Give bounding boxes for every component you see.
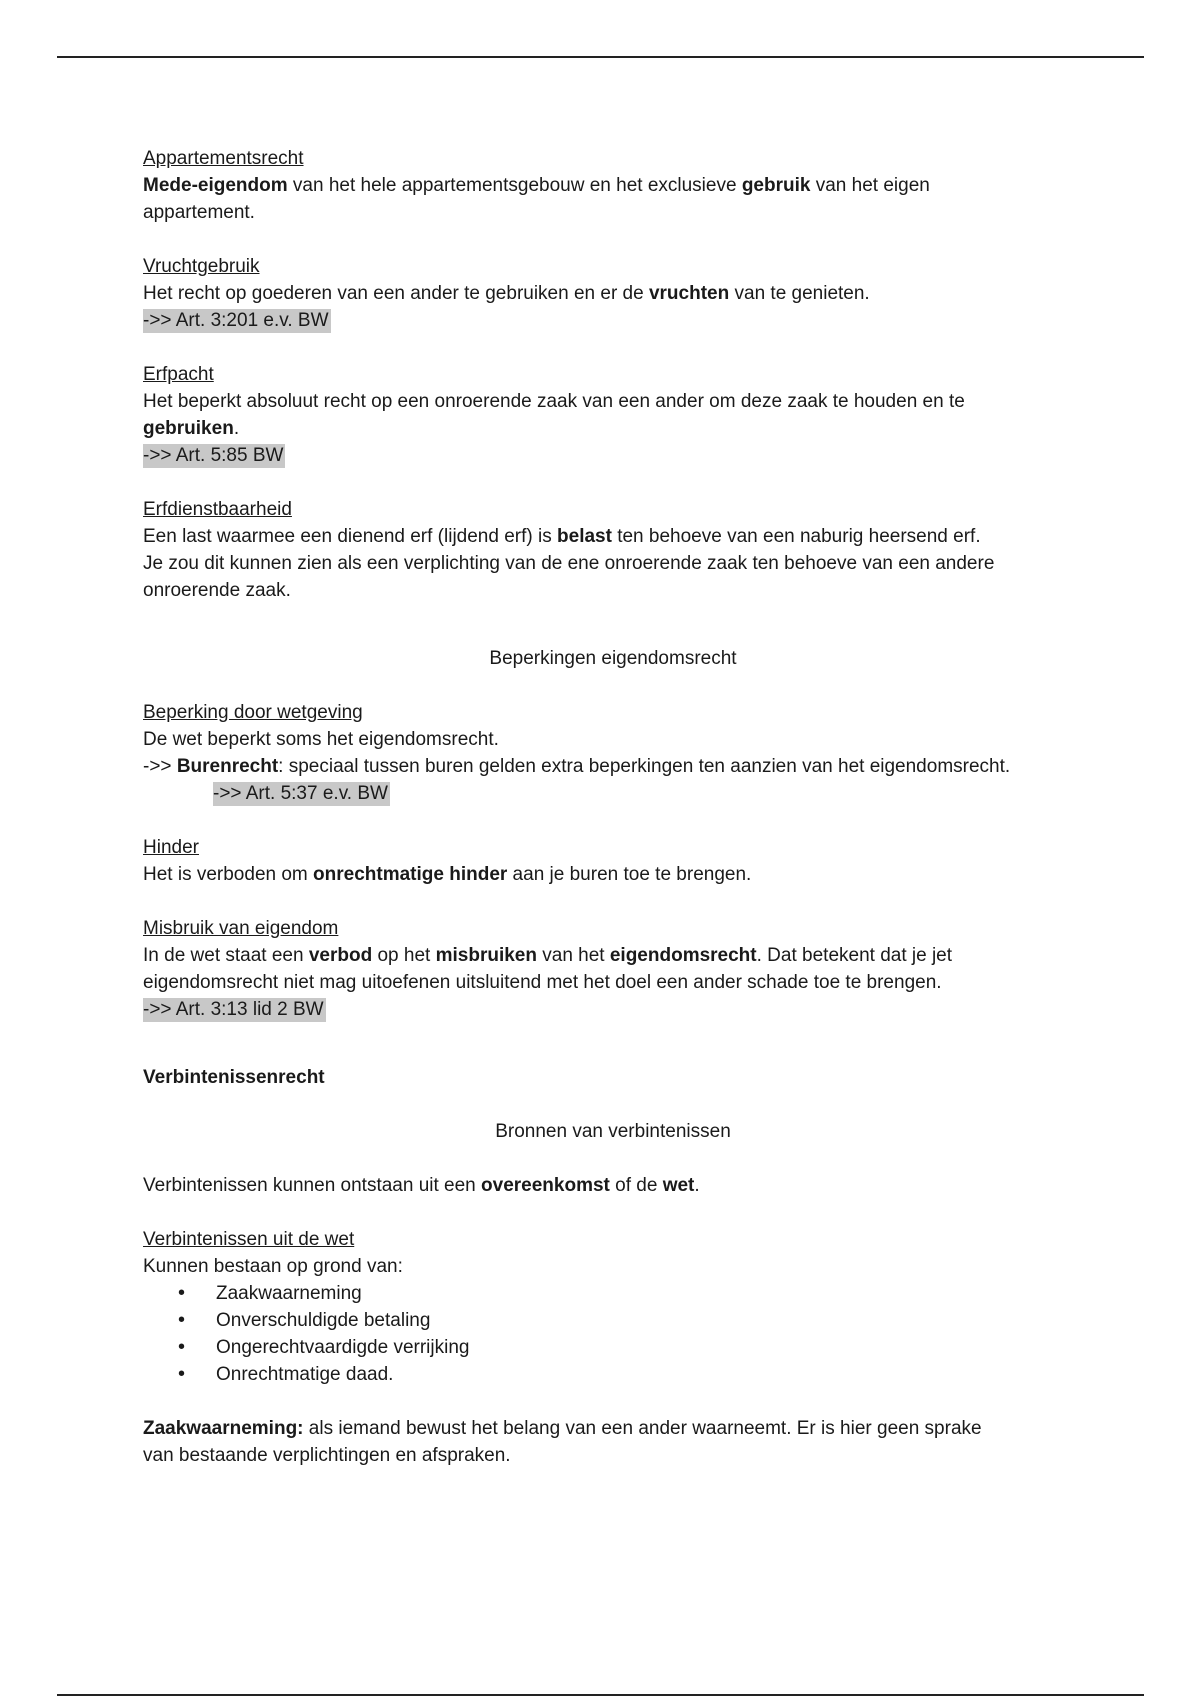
list-item: • Onrechtmatige daad. <box>143 1361 1083 1388</box>
paragraph-erfdienstbaarheid <box>143 523 1083 604</box>
heading-vruchtgebruik: Vruchtgebruik <box>143 256 260 277</box>
text: . <box>694 1175 700 1196</box>
paragraph-vruchtgebruik <box>143 280 1083 307</box>
bold-text: verbod <box>308 945 373 966</box>
paragraph-appartementsrecht <box>143 172 1083 226</box>
paragraph-bronnen <box>143 1172 1083 1199</box>
chapter-title-verbintenissenrecht: Verbintenissenrecht <box>143 1067 325 1088</box>
text: In de wet staat een <box>143 945 309 966</box>
text: van het eigen <box>810 175 930 196</box>
list-item: • Onverschuldigde betaling <box>143 1307 1083 1334</box>
law-reference-highlight: ->> Art. 5:37 e.v. BW <box>213 783 388 804</box>
text: onroerende zaak. <box>143 580 291 601</box>
bold-text: Mede-eigendom <box>143 175 288 196</box>
text: van het hele appartementsgebouw en het exclusieve <box>287 175 742 196</box>
footer-rule <box>57 1694 1144 1696</box>
heading-erfdienstbaarheid: Erfdienstbaarheid <box>143 499 292 520</box>
text: Een last waarmee een dienend erf (lijdend erf) is <box>143 526 558 547</box>
heading-hinder: Hinder <box>143 837 199 858</box>
section-title-beperkingen: Beperkingen eigendomsrecht <box>489 648 737 669</box>
text: aan je buren toe te brengen. <box>507 864 752 885</box>
list-item: • Zaakwaarneming <box>143 1280 1083 1307</box>
heading-appartementsrecht: Appartementsrecht <box>143 148 304 169</box>
paragraph-wetgeving: De wet beperkt soms het eigendomsrecht. <box>143 729 499 750</box>
paragraph-hinder <box>143 861 1083 888</box>
heading-beperking-wetgeving: Beperking door wetgeving <box>143 702 363 723</box>
law-reference-highlight: ->> Art. 5:85 BW <box>143 445 284 466</box>
bold-text: onrechtmatige hinder <box>313 864 508 885</box>
section-title-bronnen: Bronnen van verbintenissen <box>495 1121 731 1142</box>
text: . <box>233 418 240 439</box>
text: eigendomsrecht niet mag uitoefenen uitsluitend met het doel een ander schade toe te brengen. <box>143 972 942 993</box>
paragraph-uit-de-wet-intro: Kunnen bestaan op grond van: <box>143 1256 403 1277</box>
text: . Dat betekent dat je jet <box>756 945 953 966</box>
bold-text: gebruiken <box>143 418 234 439</box>
text: Het is verboden om <box>143 864 314 885</box>
bold-text: gebruik <box>741 175 811 196</box>
bold-text: Zaakwaarneming: <box>143 1418 304 1439</box>
text: van te genieten. <box>729 283 870 304</box>
text: ten behoeve van een naburig heersend erf. <box>611 526 981 547</box>
paragraph-burenrecht <box>143 753 1083 780</box>
text: Het recht op goederen van een ander te gebruiken en er de <box>143 283 649 304</box>
bold-text: belast <box>557 526 612 547</box>
bullet-list <box>143 1280 1083 1388</box>
text: Je zou dit kunnen zien als een verplichting van de ene onroerende zaak ten behoeve van een andere <box>143 553 995 574</box>
bold-text: misbruiken <box>435 945 537 966</box>
text: appartement. <box>143 202 255 223</box>
law-reference-highlight: ->> Art. 3:201 e.v. BW <box>143 310 329 331</box>
text: als iemand bewust het belang van een ander waarneemt. Er is hier geen sprake <box>303 1418 982 1439</box>
bold-text: Burenrecht <box>176 756 279 777</box>
heading-misbruik: Misbruik van eigendom <box>143 918 339 939</box>
paragraph-misbruik <box>143 942 1083 996</box>
list-item: • Ongerechtvaardigde verrijking <box>143 1334 1083 1361</box>
bold-text: eigendomsrecht <box>609 945 757 966</box>
text: van het <box>536 945 610 966</box>
bold-text: overeenkomst <box>481 1175 610 1196</box>
text: van bestaande verplichtingen en afspraken. <box>143 1445 511 1466</box>
text: ->> <box>143 756 177 777</box>
paragraph-zaakwaarneming <box>143 1415 1083 1469</box>
law-reference-highlight: ->> Art. 3:13 lid 2 BW <box>143 999 324 1020</box>
document-body <box>143 145 1083 1469</box>
text: Verbintenissen kunnen ontstaan uit een <box>143 1175 482 1196</box>
bold-text: wet <box>662 1175 695 1196</box>
header-rule <box>57 56 1144 58</box>
text: : speciaal tussen buren gelden extra beperkingen ten aanzien van het eigendomsrecht. <box>278 756 1011 777</box>
text: of de <box>609 1175 663 1196</box>
bold-text: vruchten <box>648 283 730 304</box>
paragraph-erfpacht <box>143 388 1083 442</box>
text: op het <box>372 945 436 966</box>
heading-uit-de-wet: Verbintenissen uit de wet <box>143 1229 355 1250</box>
heading-erfpacht: Erfpacht <box>143 364 214 385</box>
text: Het beperkt absoluut recht op een onroerende zaak van een ander om deze zaak te houden en te <box>143 391 965 412</box>
